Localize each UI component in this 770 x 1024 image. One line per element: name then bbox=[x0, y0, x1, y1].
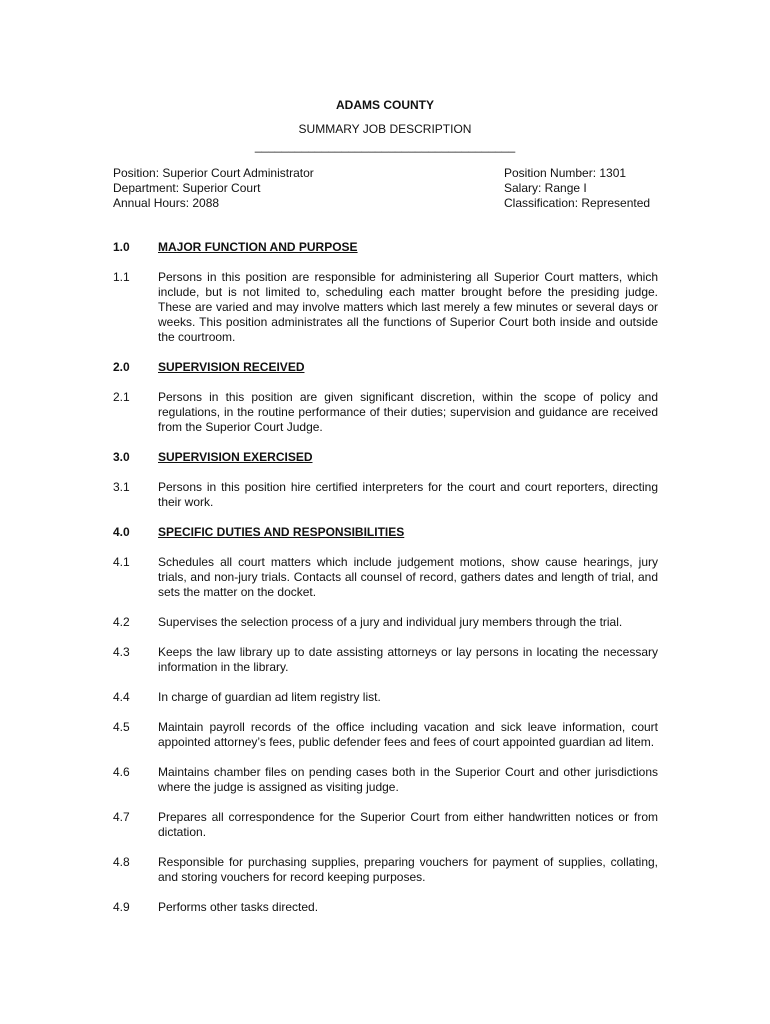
duty-item bbox=[113, 390, 658, 435]
position-field: Position: Superior Court Administrator bbox=[113, 166, 314, 180]
item-text: Schedules all court matters which include judgement motions, show cause hearings, jury trials, and non-jury trials. Contacts all counsel of record, gathers dates and length of trial, and sets the matter on the docket. bbox=[158, 555, 658, 599]
item-text: Supervises the selection process of a jury and individual jury members through the trial. bbox=[158, 615, 623, 629]
item-text: Persons in this position hire certified interpreters for the court and court reporters, directing their work. bbox=[158, 480, 658, 509]
department-field: Department: Superior Court bbox=[113, 181, 261, 195]
document-body bbox=[113, 240, 658, 915]
item-number: 2.1 bbox=[113, 390, 130, 404]
section-title: SUPERVISION EXERCISED bbox=[158, 450, 313, 464]
position-number-field: Position Number: 1301 bbox=[504, 166, 627, 180]
classification-field: Classification: Represented bbox=[504, 196, 651, 210]
duty-item bbox=[113, 615, 658, 630]
section-title: MAJOR FUNCTION AND PURPOSE bbox=[158, 240, 358, 254]
item-text: Keeps the law library up to date assisting attorneys or lay persons in locating the necessary information in the library. bbox=[158, 645, 658, 674]
salary-field: Salary: Range I bbox=[504, 181, 587, 195]
duty-item bbox=[113, 765, 658, 795]
item-number: 4.7 bbox=[113, 810, 130, 824]
section-title: SUPERVISION RECEIVED bbox=[158, 360, 305, 374]
duty-item bbox=[113, 720, 658, 750]
item-number: 4.1 bbox=[113, 555, 130, 569]
duty-item bbox=[113, 555, 658, 600]
item-text: Prepares all correspondence for the Superior Court from either handwritten notices or from dictation. bbox=[158, 810, 658, 839]
section-number: 1.0 bbox=[113, 240, 130, 254]
position-meta-right bbox=[504, 166, 650, 211]
item-text: Persons in this position are given significant discretion, within the scope of policy and regulations, in the routine performance of their duties; supervision and guidance are received from the Superior Court Judge. bbox=[158, 390, 658, 434]
organization-name: ADAMS COUNTY bbox=[336, 98, 434, 112]
item-number: 4.5 bbox=[113, 720, 130, 734]
duty-item bbox=[113, 645, 658, 675]
item-number: 4.3 bbox=[113, 645, 130, 659]
item-number: 4.9 bbox=[113, 900, 130, 914]
item-number: 4.2 bbox=[113, 615, 130, 629]
position-meta-left bbox=[113, 166, 314, 211]
section-number: 3.0 bbox=[113, 450, 130, 464]
item-number: 4.4 bbox=[113, 690, 130, 704]
item-text: Persons in this position are responsible for administering all Superior Court matters, which include, but is not limited to, scheduling each matter brought before the presiding judge. These are varied and may involve matters which last merely a few minutes or several days or weeks. This position administrates all the functions of Superior Court both inside and outside the courtroom. bbox=[158, 270, 658, 344]
item-text: Performs other tasks directed. bbox=[158, 900, 319, 914]
document-title: SUMMARY JOB DESCRIPTION bbox=[298, 122, 472, 136]
annual-hours-field: Annual Hours: 2088 bbox=[113, 196, 220, 210]
item-text: Maintain payroll records of the office including vacation and sick leave information, court appointed attorney’s fees, public defender fees and fees of court appointed guardian ad litem. bbox=[158, 720, 658, 749]
section-heading bbox=[113, 450, 658, 465]
item-number: 1.1 bbox=[113, 270, 130, 284]
duty-item bbox=[113, 270, 658, 345]
item-number: 4.6 bbox=[113, 765, 130, 779]
item-text: In charge of guardian ad litem registry list. bbox=[158, 690, 381, 704]
item-text: Maintains chamber files on pending cases both in the Superior Court and other jurisdictions where the judge is assigned as visiting judge. bbox=[158, 765, 658, 794]
duty-item bbox=[113, 855, 658, 885]
duty-item bbox=[113, 480, 658, 510]
item-text: Responsible for purchasing supplies, preparing vouchers for payment of supplies, collating, and storing vouchers for record keeping purposes. bbox=[158, 855, 658, 884]
section-heading bbox=[113, 525, 658, 540]
title-rule: _______________________________________ bbox=[254, 139, 516, 153]
item-number: 4.8 bbox=[113, 855, 130, 869]
duty-item bbox=[113, 690, 658, 705]
section-heading bbox=[113, 240, 658, 255]
section-number: 4.0 bbox=[113, 525, 130, 539]
item-number: 3.1 bbox=[113, 480, 130, 494]
section-title: SPECIFIC DUTIES AND RESPONSIBILITIES bbox=[158, 525, 405, 539]
duty-item bbox=[113, 900, 658, 915]
section-heading bbox=[113, 360, 658, 375]
duty-item bbox=[113, 810, 658, 840]
section-number: 2.0 bbox=[113, 360, 130, 374]
